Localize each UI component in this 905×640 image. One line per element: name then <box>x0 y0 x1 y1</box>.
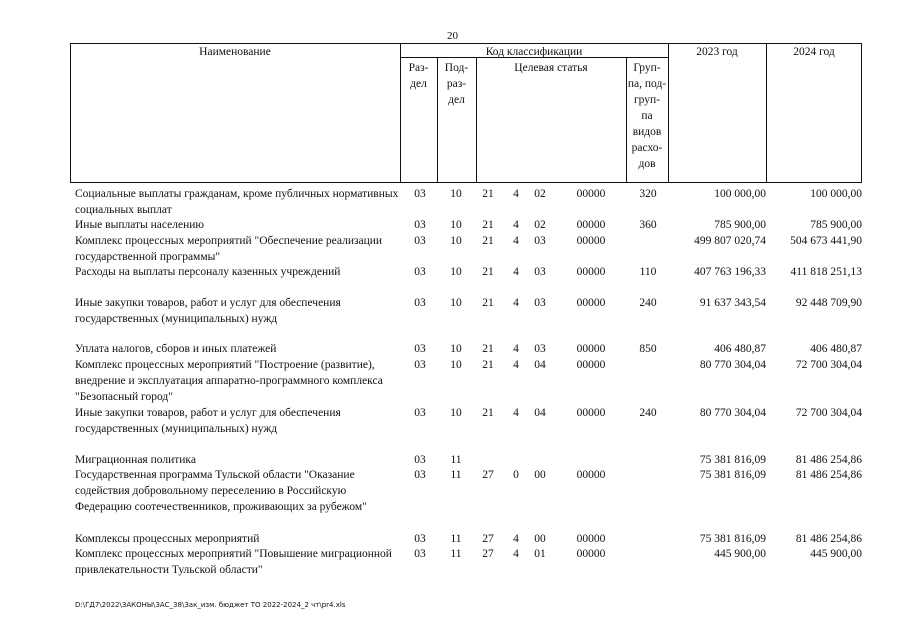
row-2024: 81 486 254,86 <box>795 454 862 466</box>
row-target-1: 27 <box>482 533 494 545</box>
row-2024: 445 900,00 <box>810 548 862 560</box>
row-target-3: 00 <box>534 533 546 545</box>
row-target-2: 0 <box>513 469 519 481</box>
row-target-2: 4 <box>513 297 519 309</box>
row-razdel: 03 <box>414 235 426 247</box>
header-name: Наименование <box>199 46 271 58</box>
row-target-1: 27 <box>482 469 494 481</box>
row-target-1: 21 <box>482 407 494 419</box>
header-razdel: Раз- дел <box>408 62 429 90</box>
row-name: Комплексы процессных мероприятий <box>75 533 260 545</box>
row-2023: 785 900,00 <box>714 219 766 231</box>
row-podrazdel: 11 <box>450 469 462 481</box>
row-target-4: 00000 <box>576 533 606 545</box>
row-podrazdel: 10 <box>450 343 462 355</box>
row-2023: 100 000,00 <box>714 188 766 200</box>
row-2023: 406 480,87 <box>714 343 766 355</box>
row-target-3: 02 <box>534 219 546 231</box>
row-razdel: 03 <box>414 454 426 466</box>
row-name: Иные закупки товаров, работ и услуг для обеспечения государственных (муниципальных) нужд <box>75 297 341 325</box>
row-group: 240 <box>639 407 657 419</box>
row-name: Иные выплаты населению <box>75 219 204 231</box>
row-2024: 72 700 304,04 <box>795 407 862 419</box>
row-target-4: 00000 <box>576 235 606 247</box>
row-target-2: 4 <box>513 219 519 231</box>
row-target-3: 03 <box>534 266 546 278</box>
header-year-2023: 2023 год <box>696 46 738 58</box>
row-2024: 411 818 251,13 <box>790 266 862 278</box>
row-group: 110 <box>639 266 657 278</box>
row-group: 850 <box>639 343 657 355</box>
row-2023: 445 900,00 <box>714 548 766 560</box>
row-2024: 72 700 304,04 <box>795 359 862 371</box>
row-target-3: 00 <box>534 469 546 481</box>
row-podrazdel: 10 <box>450 235 462 247</box>
row-2023: 80 770 304,04 <box>699 359 766 371</box>
row-target-1: 21 <box>482 219 494 231</box>
row-razdel: 03 <box>414 407 426 419</box>
row-target-2: 4 <box>513 188 519 200</box>
row-target-1: 21 <box>482 266 494 278</box>
row-2023: 499 807 020,74 <box>694 235 766 247</box>
row-name: Комплекс процессных мероприятий "Повышение миграционной привлекательности Тульской области" <box>75 548 392 576</box>
row-target-1: 21 <box>482 343 494 355</box>
row-target-4: 00000 <box>576 359 606 371</box>
row-podrazdel: 11 <box>450 454 462 466</box>
row-2024: 92 448 709,90 <box>795 297 862 309</box>
row-2024: 785 900,00 <box>810 219 862 231</box>
row-target-1: 21 <box>482 359 494 371</box>
row-target-2: 4 <box>513 548 519 560</box>
row-target-2: 4 <box>513 407 519 419</box>
row-target-4: 00000 <box>576 188 606 200</box>
table-header <box>70 43 862 183</box>
row-name: Уплата налогов, сборов и иных платежей <box>75 343 277 355</box>
row-2024: 100 000,00 <box>810 188 862 200</box>
row-name: Иные закупки товаров, работ и услуг для обеспечения государственных (муниципальных) нужд <box>75 407 341 435</box>
row-target-3: 03 <box>534 297 546 309</box>
row-target-3: 03 <box>534 343 546 355</box>
row-2024: 504 673 441,90 <box>790 235 862 247</box>
row-razdel: 03 <box>414 533 426 545</box>
row-target-2: 4 <box>513 266 519 278</box>
row-target-3: 04 <box>534 359 546 371</box>
row-razdel: 03 <box>414 266 426 278</box>
row-podrazdel: 10 <box>450 219 462 231</box>
row-target-2: 4 <box>513 359 519 371</box>
row-target-1: 21 <box>482 297 494 309</box>
row-target-2: 4 <box>513 343 519 355</box>
row-target-4: 00000 <box>576 219 606 231</box>
row-podrazdel: 10 <box>450 266 462 278</box>
row-target-1: 21 <box>482 188 494 200</box>
row-target-4: 00000 <box>576 469 606 481</box>
row-podrazdel: 11 <box>450 533 462 545</box>
row-target-2: 4 <box>513 235 519 247</box>
row-target-4: 00000 <box>576 266 606 278</box>
row-podrazdel: 10 <box>450 188 462 200</box>
row-podrazdel: 11 <box>450 548 462 560</box>
row-2024: 81 486 254,86 <box>795 533 862 545</box>
row-name: Миграционная политика <box>75 454 196 466</box>
header-podrazdel: Под- раз- дел <box>444 62 469 106</box>
row-2023: 75 381 816,09 <box>699 469 766 481</box>
row-podrazdel: 10 <box>450 359 462 371</box>
row-target-3: 02 <box>534 188 546 200</box>
row-podrazdel: 10 <box>450 297 462 309</box>
row-name: Расходы на выплаты персоналу казенных учреждений <box>75 266 341 278</box>
row-target-3: 04 <box>534 407 546 419</box>
row-target-4: 00000 <box>576 343 606 355</box>
row-name: Государственная программа Тульской области "Оказание содействия добровольному переселению в Российскую Федерацию соотечественников, проживающих за рубежом" <box>75 469 367 513</box>
row-name: Комплекс процессных мероприятий "Построение (развитие), внедрение и эксплуатация аппаратно-программного комплекса "Безопасный город" <box>75 359 383 403</box>
header-code: Код классификации <box>485 46 583 58</box>
row-razdel: 03 <box>414 359 426 371</box>
page-number: 20 <box>447 30 458 42</box>
row-name: Комплекс процессных мероприятий "Обеспечение реализации государственной программы" <box>75 235 383 263</box>
row-target-3: 03 <box>534 235 546 247</box>
row-razdel: 03 <box>414 219 426 231</box>
row-2023: 75 381 816,09 <box>699 533 766 545</box>
row-group: 240 <box>639 297 657 309</box>
row-2023: 407 763 196,33 <box>694 266 766 278</box>
header-target: Целевая статья <box>514 62 588 74</box>
row-target-4: 00000 <box>576 548 606 560</box>
row-razdel: 03 <box>414 469 426 481</box>
row-2023: 91 637 343,54 <box>699 297 766 309</box>
row-target-4: 00000 <box>576 407 606 419</box>
row-2024: 406 480,87 <box>810 343 862 355</box>
file-path-footer: D:\ГД7\2022\ЗАКОНЫ\ЗАС_38\Зак_изм. бюджет ТО 2022-2024_2 чт\pr4.xls <box>75 601 346 609</box>
row-target-4: 00000 <box>576 297 606 309</box>
row-2023: 75 381 816,09 <box>699 454 766 466</box>
row-target-1: 27 <box>482 548 494 560</box>
row-name: Социальные выплаты гражданам, кроме публичных нормативных социальных выплат <box>75 188 399 216</box>
row-target-1: 21 <box>482 235 494 247</box>
row-2023: 80 770 304,04 <box>699 407 766 419</box>
row-razdel: 03 <box>414 548 426 560</box>
row-group: 360 <box>639 219 657 231</box>
header-year-2024: 2024 год <box>793 46 835 58</box>
row-podrazdel: 10 <box>450 407 462 419</box>
row-razdel: 03 <box>414 188 426 200</box>
row-razdel: 03 <box>414 343 426 355</box>
row-target-2: 4 <box>513 533 519 545</box>
row-target-3: 01 <box>534 548 546 560</box>
row-group: 320 <box>639 188 657 200</box>
row-razdel: 03 <box>414 297 426 309</box>
header-group: Груп- па, под- груп- па видов расхо- дов <box>627 62 667 170</box>
row-2024: 81 486 254,86 <box>795 469 862 481</box>
